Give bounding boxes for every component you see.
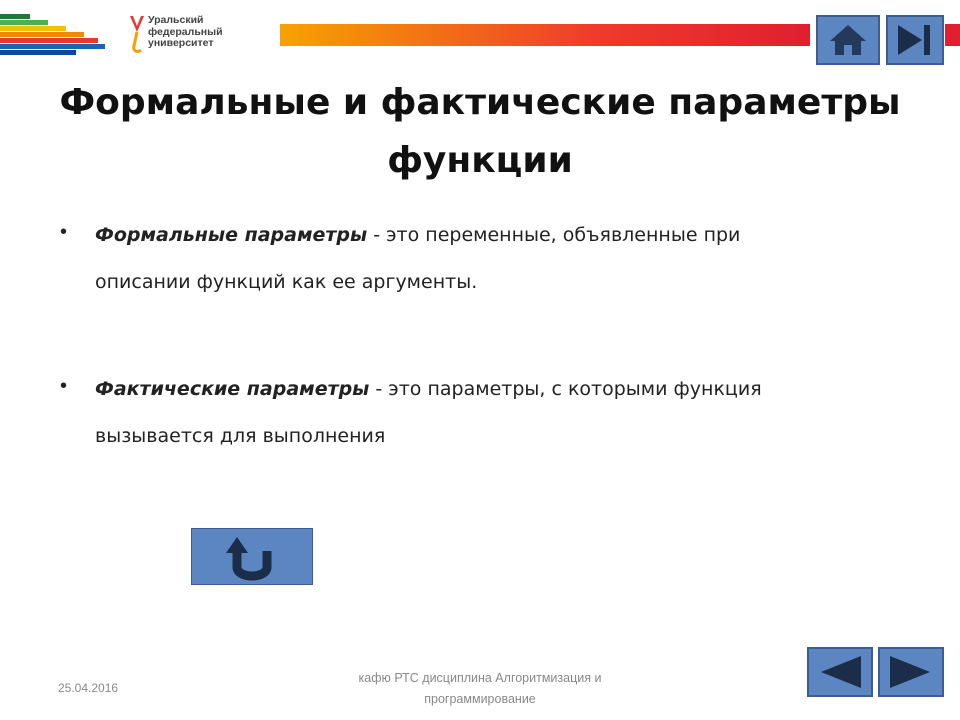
slide-title: Формальные и фактические параметры функции: [59, 82, 901, 181]
bullet-term: Фактические параметры: [95, 378, 370, 400]
triangle-right-icon: [880, 649, 942, 695]
home-button[interactable]: [816, 15, 880, 65]
bullet-item-formal: [60, 212, 880, 312]
bullet-term: Формальные параметры: [95, 224, 368, 246]
bullet-text: Фактические параметры - это параметры, с которыми функция вызывается для выполнения: [95, 378, 762, 447]
previous-slide-button[interactable]: [807, 647, 873, 697]
logo-text: Уральский федеральный университет: [148, 14, 223, 49]
logo-mark-icon: [128, 14, 146, 54]
next-slide-button[interactable]: [878, 647, 944, 697]
header-stripes: [0, 14, 105, 58]
footer-date: 25.04.2016: [58, 681, 119, 695]
bullet-dot: •: [60, 221, 68, 243]
bullet-text: Формальные параметры - это переменные, объявленные при описании функций как ее аргументы.: [95, 224, 741, 293]
bullet-dot: •: [60, 375, 68, 397]
bullet-item-actual: [60, 366, 880, 466]
return-button[interactable]: [191, 528, 313, 585]
footer-caption: кафю РТС дисциплина Алгоритмизация и программирование: [358, 671, 602, 706]
home-icon: [818, 17, 878, 63]
header-band-right: [945, 24, 960, 46]
university-logo: [128, 14, 268, 58]
triangle-left-icon: [809, 649, 871, 695]
last-slide-button[interactable]: [886, 15, 944, 65]
return-arrow-icon: [192, 529, 312, 584]
skip-end-icon: [888, 17, 942, 63]
header-band: [280, 24, 810, 46]
